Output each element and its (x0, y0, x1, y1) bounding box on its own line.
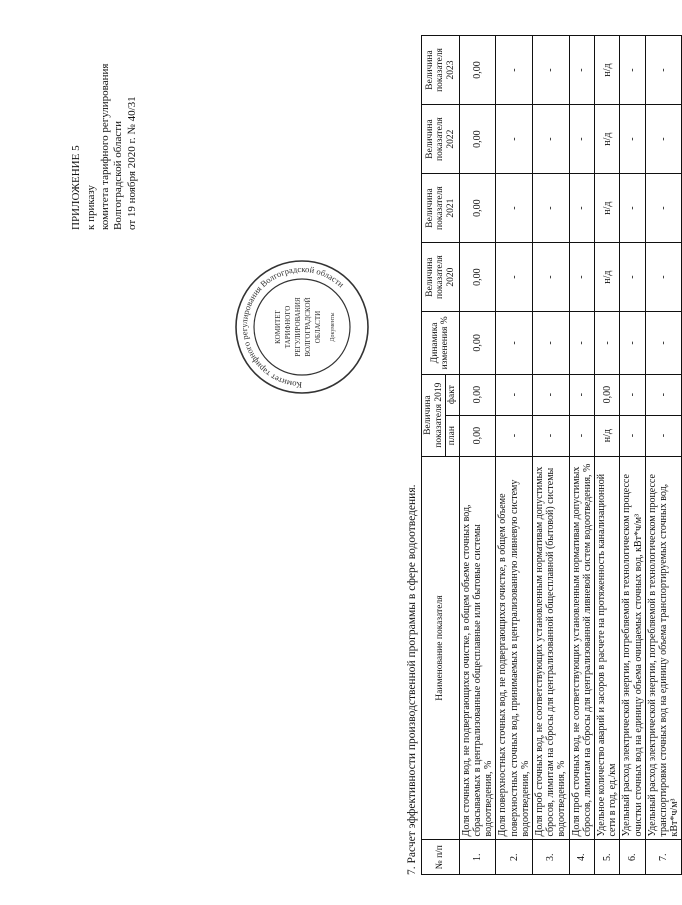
cell-name: Доля поверхностных сточных вод, не подвергающихся очистке, в общем объеме поверхностных сточных вод, принимаемых в централизованную ливневую систему водоотведения, % (496, 456, 533, 840)
cell-2023: - (533, 36, 570, 105)
cell-plan: - (533, 415, 570, 456)
header-name: Наименование показателя (422, 456, 460, 840)
cell-fact: - (496, 374, 533, 415)
cell-fact: 0,00 (459, 374, 496, 415)
cell-2023: - (620, 36, 645, 105)
cell-num: 2. (496, 840, 533, 875)
header-num: № п/п (422, 840, 460, 875)
table-row (496, 36, 533, 875)
cell-name: Доля сточных вод, не подвергающихся очистке, в общем объеме сточных вод, сбрасываемых в централизованные общесплавные или бытовые системы водоотведения, % (459, 456, 496, 840)
table-row (620, 36, 645, 875)
approval-line: комитета тарифного регулирования (98, 63, 111, 230)
cell-2021: - (533, 174, 570, 243)
cell-2022: - (569, 105, 594, 174)
cell-2021: - (496, 174, 533, 243)
cell-2022: 0,00 (459, 105, 496, 174)
approval-line: от 19 ноября 2020 г. № 40/31 (126, 96, 138, 230)
cell-num: 3. (533, 840, 570, 875)
table-row (569, 36, 594, 875)
cell-num: 4. (569, 840, 594, 875)
cell-plan: н/д (594, 415, 619, 456)
cell-plan: - (645, 415, 682, 456)
cell-2020: 0,00 (459, 243, 496, 312)
table-row (533, 36, 570, 875)
cell-dynamics: - (496, 312, 533, 375)
cell-fact: - (620, 374, 645, 415)
cell-2020: н/д (594, 243, 619, 312)
cell-2023: - (569, 36, 594, 105)
header-2023: Величина показателя 2023 (422, 36, 460, 105)
cell-2021: - (569, 174, 594, 243)
cell-2021: 0,00 (459, 174, 496, 243)
cell-2022: - (533, 105, 570, 174)
cell-plan: - (569, 415, 594, 456)
rotated-document-page (10, 25, 681, 885)
cell-name: Доля проб сточных вод, не соответствующих установленным нормативам допустимых сбросов, лимитам на сбросы для централизованной ливневой систем водоотведения, % (569, 456, 594, 840)
cell-2023: н/д (594, 36, 619, 105)
seal-center-line: Документы (330, 312, 336, 342)
seal-center-line: КОМИТЕТ (274, 310, 282, 344)
appendix-header: ПРИЛОЖЕНИЕ 5 (70, 145, 82, 230)
cell-2023: - (645, 36, 682, 105)
cell-dynamics: - (594, 312, 619, 375)
seal-center-line: ОБЛАСТИ (314, 310, 322, 344)
cell-2022: н/д (594, 105, 619, 174)
cell-plan: - (496, 415, 533, 456)
cell-2022: - (620, 105, 645, 174)
seal-center-line: ВОЛГОГРАДСКОЙ (304, 297, 312, 357)
cell-fact: - (533, 374, 570, 415)
table-row (594, 36, 619, 875)
cell-dynamics: - (533, 312, 570, 375)
cell-2020: - (569, 243, 594, 312)
cell-plan: 0,00 (459, 415, 496, 456)
cell-num: 5. (594, 840, 619, 875)
cell-name: Удельный расход электрической энергии, потребляемой в технологическом процессе транспортировки сточных вод на единицу объема транспортируемых сточных вод, кВт*ч/м³ (645, 456, 682, 840)
cell-num: 6. (620, 840, 645, 875)
cell-fact: - (569, 374, 594, 415)
header-2020: Величина показателя 2020 (422, 243, 460, 312)
cell-2020: - (620, 243, 645, 312)
cell-num: 7. (645, 840, 682, 875)
table-caption: 7. Расчет эффективности производственной программы в сфере водоотведения. (406, 484, 418, 875)
header-dynamics: Динамика изменения % (422, 312, 460, 375)
cell-name: Удельное количество аварий и засоров в расчете на протяженность канализационной сети в год, ед./км (594, 456, 619, 840)
cell-dynamics: - (620, 312, 645, 375)
approval-block (70, 30, 140, 230)
cell-fact: 0,00 (594, 374, 619, 415)
approval-line: к приказу (84, 184, 97, 230)
header-2021: Величина показателя 2021 (422, 174, 460, 243)
cell-2023: - (496, 36, 533, 105)
cell-2020: - (496, 243, 533, 312)
approval-line: Волгоградской области (112, 121, 125, 230)
cell-2020: - (645, 243, 682, 312)
cell-2023: 0,00 (459, 36, 496, 105)
table-row (459, 36, 496, 875)
seal-center-line: РЕГУЛИРОВАНИЯ (294, 297, 302, 357)
cell-2022: - (496, 105, 533, 174)
cell-2022: - (645, 105, 682, 174)
header-value-2019: Величина показателя 2019 (422, 374, 446, 456)
cell-name: Удельный расход электрической энергии, потребляемой в технологическом процессе очистки сточных вод на единицу объема очищаемых сточных вод, кВт*ч/м³ (620, 456, 645, 840)
table-row (645, 36, 682, 875)
cell-name: Доля проб сточных вод, не соответствующих установленным нормативам допустимых сбросов, лимитам на сбросы для централизованной общесплавной (бытовой) системы водоотведения, % (533, 456, 570, 840)
cell-2021: - (620, 174, 645, 243)
cell-num: 1. (459, 840, 496, 875)
cell-dynamics: - (569, 312, 594, 375)
header-2022: Величина показателя 2022 (422, 105, 460, 174)
header-plan: план (446, 415, 460, 456)
seal-ring-text: Комитет тарифного регулирования Волгоградской области (238, 263, 347, 391)
header-fact: факт (446, 374, 460, 415)
cell-dynamics: 0,00 (459, 312, 496, 375)
cell-dynamics: - (645, 312, 682, 375)
official-seal-stamp (232, 257, 372, 397)
seal-center-line: ТАРИФНОГО (284, 305, 292, 349)
cell-2021: - (645, 174, 682, 243)
efficiency-table (421, 35, 682, 875)
cell-2021: н/д (594, 174, 619, 243)
cell-plan: - (620, 415, 645, 456)
cell-2020: - (533, 243, 570, 312)
cell-fact: - (645, 374, 682, 415)
